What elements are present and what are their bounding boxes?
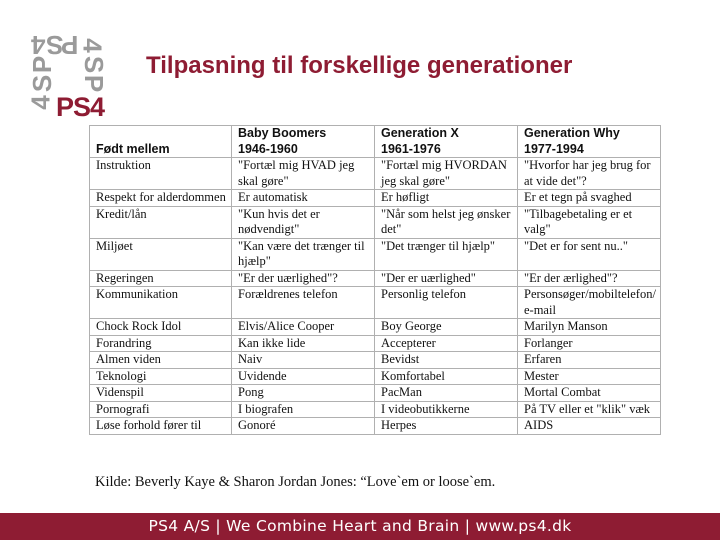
- table-cell: Gonoré: [232, 418, 375, 435]
- table-cell: "Kan være det trænger til hjælp": [232, 238, 375, 270]
- table-cell: Accepterer: [375, 335, 518, 352]
- table-cell: Erfaren: [518, 352, 661, 369]
- table-cell: PacMan: [375, 385, 518, 402]
- table-cell: Elvis/Alice Cooper: [232, 319, 375, 336]
- page-title: Tilpasning til forskellige generationer: [146, 52, 573, 79]
- logo-main: PS4: [56, 92, 105, 122]
- logo-glyph: P: [79, 74, 110, 92]
- logo-glyph: P: [62, 30, 79, 60]
- table-cell: Kommunikation: [90, 287, 232, 319]
- table-row: [90, 190, 661, 207]
- table-cell: "Det er for sent nu..": [518, 238, 661, 270]
- table-row: [90, 335, 661, 352]
- table-cell: "Hvorfor har jeg brug for at vide det"?: [518, 158, 661, 190]
- header-born-between: Født mellem: [90, 126, 232, 158]
- table-cell: Mortal Combat: [518, 385, 661, 402]
- table-cell: "Er der uærlighed"?: [232, 270, 375, 287]
- table-cell: "Kun hvis det er nødvendigt": [232, 206, 375, 238]
- table-cell: Miljøet: [90, 238, 232, 270]
- table-cell: "Tilbagebetaling er et valg": [518, 206, 661, 238]
- table-cell: På TV eller et "klik" væk: [518, 401, 661, 418]
- table-cell: Almen viden: [90, 352, 232, 369]
- table-cell: Kan ikke lide: [232, 335, 375, 352]
- table-row: [90, 238, 661, 270]
- table-cell: "Der er uærlighed": [375, 270, 518, 287]
- table-row: [90, 319, 661, 336]
- table-cell: Respekt for alderdommen: [90, 190, 232, 207]
- footer-bar: PS4 A/S | We Combine Heart and Brain | www.ps4.dk: [0, 513, 720, 540]
- logo-glyph: P: [27, 56, 58, 74]
- table-row: [90, 368, 661, 385]
- table-cell: I biografen: [232, 401, 375, 418]
- table-cell: Marilyn Manson: [518, 319, 661, 336]
- table-cell: Er høfligt: [375, 190, 518, 207]
- table-cell: "Fortæl mig HVORDAN jeg skal gøre": [375, 158, 518, 190]
- table-row: [90, 401, 661, 418]
- table-cell: Herpes: [375, 418, 518, 435]
- source-citation: Kilde: Beverly Kaye & Sharon Jordan Jones: “Love`em or loose`em.: [95, 474, 496, 490]
- generations-table: [89, 125, 661, 435]
- table-cell: Uvidende: [232, 368, 375, 385]
- table-cell: I videobutikkerne: [375, 401, 518, 418]
- table-cell: Forandring: [90, 335, 232, 352]
- table-row: [90, 270, 661, 287]
- table-cell: AIDS: [518, 418, 661, 435]
- logo-glyph: 4: [25, 96, 56, 110]
- table-cell: Er et tegn på svaghed: [518, 190, 661, 207]
- table-row: [90, 352, 661, 369]
- table-cell: Bevidst: [375, 352, 518, 369]
- logo-glyph: 4: [77, 38, 108, 52]
- table-cell: "Fortæl mig HVAD jeg skal gøre": [232, 158, 375, 190]
- table-cell: Er automatisk: [232, 190, 375, 207]
- header-generation-why: Generation Why 1977-1994: [518, 126, 661, 158]
- table-cell: Forældrenes telefon: [232, 287, 375, 319]
- table-cell: "Når som helst jeg ønsker det": [375, 206, 518, 238]
- header-generation-x: Generation X 1961-1976: [375, 126, 518, 158]
- table-cell: Pong: [232, 385, 375, 402]
- table-row: [90, 385, 661, 402]
- table-row: [90, 418, 661, 435]
- table-cell: Løse forhold fører til: [90, 418, 232, 435]
- table-cell: Pornografi: [90, 401, 232, 418]
- ps4-logo: [25, 30, 122, 122]
- table-cell: Mester: [518, 368, 661, 385]
- table-cell: "Er der ærlighed"?: [518, 270, 661, 287]
- table-cell: Personlig telefon: [375, 287, 518, 319]
- table-cell: "Det trænger til hjælp": [375, 238, 518, 270]
- table-cell: Forlanger: [518, 335, 661, 352]
- logo-glyph: 4: [32, 30, 46, 60]
- logo-glyph: S: [27, 75, 58, 93]
- table-row: [90, 206, 661, 238]
- table-row: [90, 287, 661, 319]
- table-cell: Boy George: [375, 319, 518, 336]
- table-cell: Regeringen: [90, 270, 232, 287]
- logo-glyph: S: [79, 55, 110, 73]
- table-cell: Chock Rock Idol: [90, 319, 232, 336]
- table-cell: Naiv: [232, 352, 375, 369]
- table-cell: Kredit/lån: [90, 206, 232, 238]
- table-cell: Komfortabel: [375, 368, 518, 385]
- table-cell: Personsøger/mobiltelefon/e-mail: [518, 287, 661, 319]
- logo-glyph: S: [47, 30, 64, 60]
- table-cell: Instruktion: [90, 158, 232, 190]
- header-baby-boomers: Baby Boomers 1946-1960: [232, 126, 375, 158]
- table-cell: Videnspil: [90, 385, 232, 402]
- table-cell: Teknologi: [90, 368, 232, 385]
- table-header-row: [90, 126, 661, 158]
- table-row: [90, 158, 661, 190]
